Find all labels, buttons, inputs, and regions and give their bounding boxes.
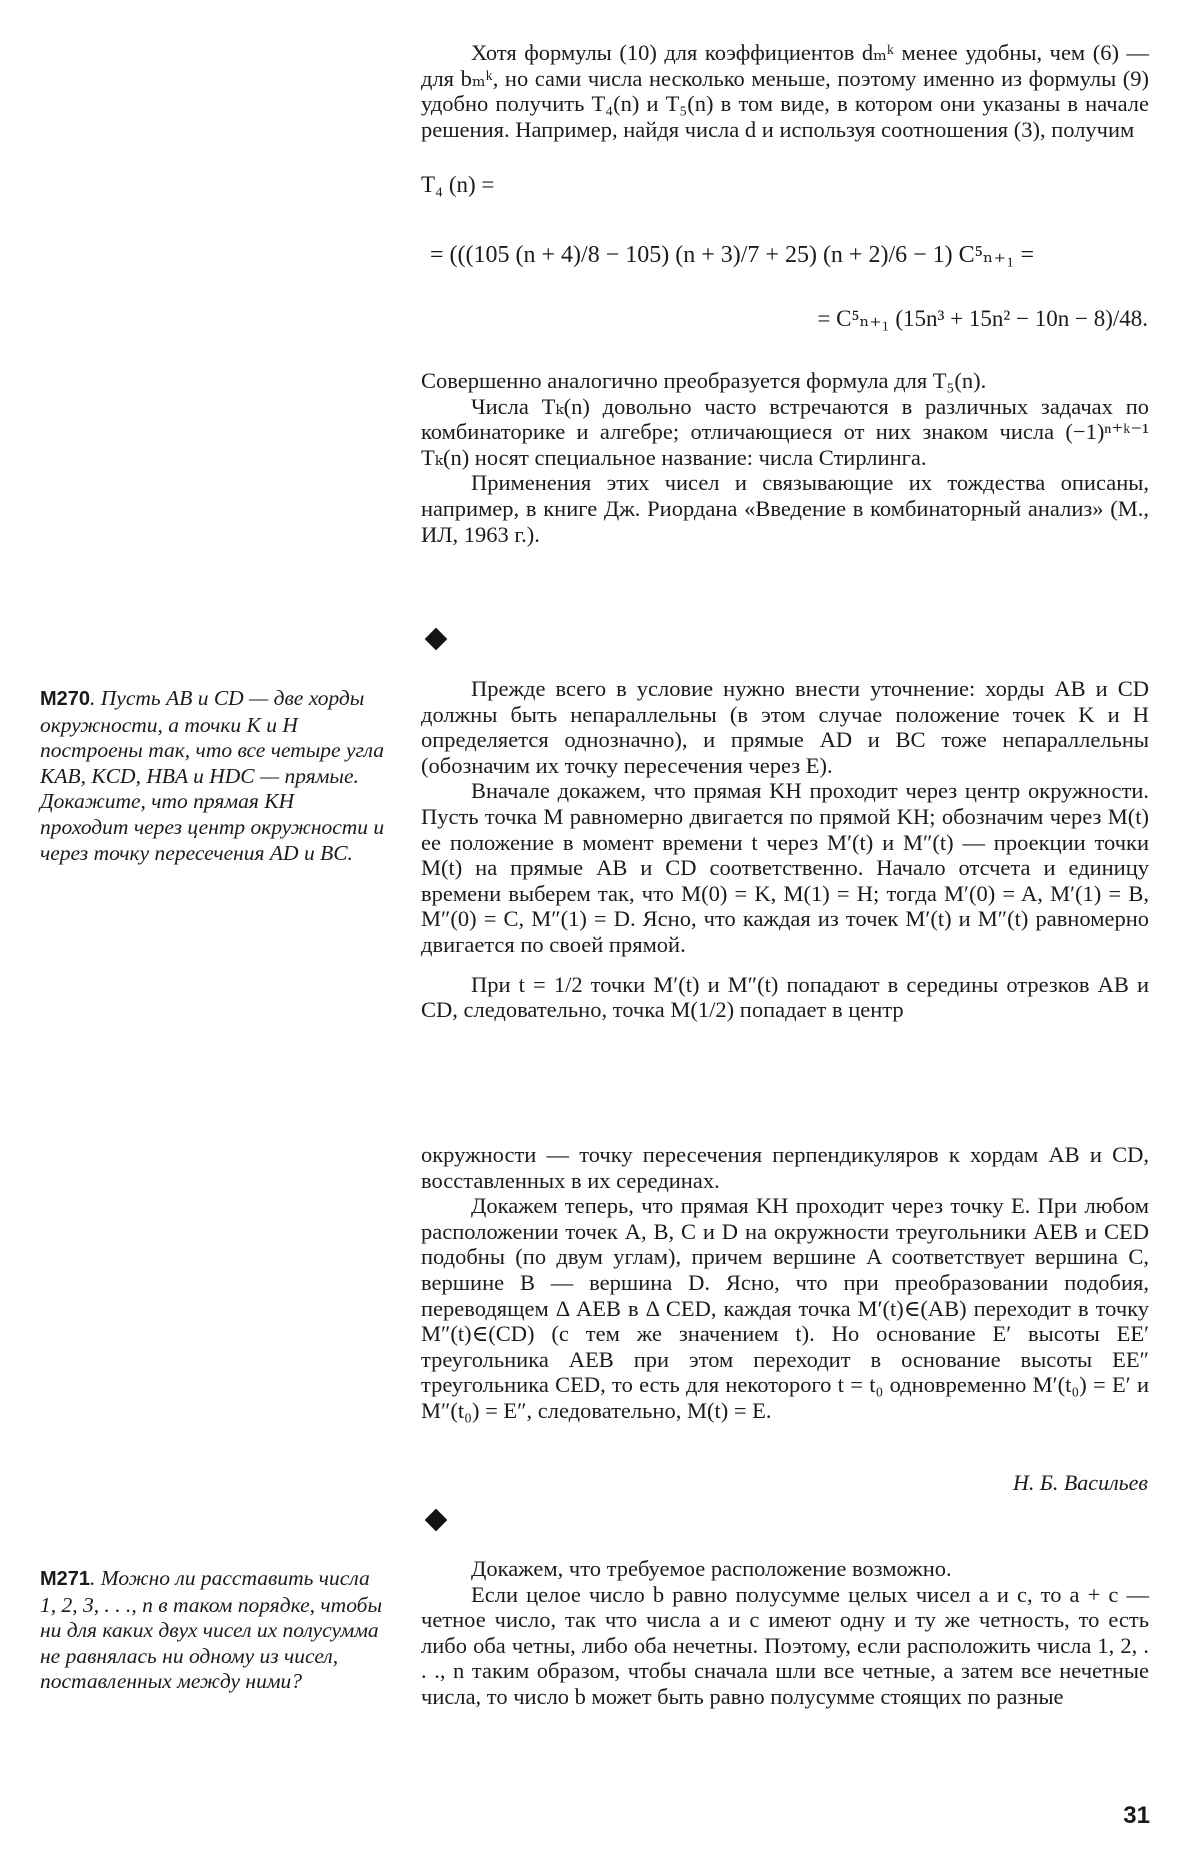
- problem-m270-statement: М270. Пусть AB и CD — две хорды окружности, а точки K и H построены так, что все четыре угла KAB, KCD, HBA и HDC — прямые. Докажите, что прямая KH проходит через центр окружности и через точку пересечения AD и BC.: [40, 686, 385, 865]
- formula-line-2: = (((105 (n + 4)/8 − 105) (n + 3)/7 + 25) (n + 2)/6 − 1) C⁵ₙ₊₁ =: [430, 242, 1034, 268]
- solution-m271-p1: Докажем, что требуемое расположение возможно.: [471, 1556, 952, 1581]
- formula-line-3: = C⁵ₙ₊₁ (15n³ + 15n² − 10n − 8)/48.: [817, 306, 1148, 331]
- problem-number-m270: М270: [40, 688, 91, 710]
- solution-m270-p1: Прежде всего в условие нужно внести уточнение: хорды AB и CD должны быть непараллельны (в этом случае положение точек K и H определяется однозначно), и прямые AD и BC тоже непараллельны (обозначим их точку пересечения через E).: [421, 676, 1149, 778]
- intro-block: [421, 40, 1149, 142]
- solution-m270-p2: Вначале докажем, что прямая KH проходит через центр окружности. Пусть точка M равномерно двигается по прямой KH; обозначим через M(t) ее положение в момент времени t через M′(t) и M″(t) — проекции точки M(t) на прямые AB и CD соответственно. Начало отсчета и единицу времени выберем так, что M(0) = K, M(1) = H; тогда M′(0) = A, M′(1) = B, M″(0) = C, M″(1) = D. Ясно, что каждая из точек M′(t) и M″(t) равномерно двигается по своей прямой.: [421, 778, 1149, 957]
- solution-m270-part1: [421, 676, 1149, 1023]
- formula-line-1: T₄ (n) =: [421, 172, 495, 197]
- author-signature: Н. Б. Васильев: [1013, 1470, 1148, 1495]
- section-divider-diamond: [425, 628, 448, 651]
- section-divider-diamond: [425, 1509, 448, 1532]
- page-number: 31: [1123, 1802, 1150, 1829]
- solution-m270-p3a: При t = 1/2 точки M′(t) и M″(t) попадают в середины отрезков AB и CD, следовательно, точка M(1/2) попадает в центр: [421, 971, 1149, 1023]
- solution-m271-p2: Если целое число b равно полусумме целых чисел a и c, то a + c — четное число, так что числа a и c имеют одну и ту же четность, то есть либо оба четны, либо оба нечетны. Поэтому, если расположить числа 1, 2, . . ., n таким образом, чтобы сначала шли все четные, а затем все нечетные числа, то число b может быть равно полусумме стоящих по разные: [421, 1581, 1149, 1709]
- intro-paragraph: Хотя формулы (10) для коэффициентов dₘᵏ менее удобны, чем (6) — для bₘᵏ, но сами числа несколько меньше, поэтому именно из формулы (9) удобно получить T₄(n) и T₅(n) в том виде, в котором они указаны в начале решения. Например, найдя числа d и используя соотношения (3), получим: [421, 40, 1149, 142]
- paragraph-stirling: Числа Tₖ(n) довольно часто встречаются в различных задачах по комбинаторике и алгебре; отличающиеся от них знаком числа (−1)ⁿ⁺ᵏ⁻¹ Tₖ(n) носят специальное название: числа Стирлинга.: [421, 393, 1149, 470]
- paragraph-t5: Совершенно аналогично преобразуется формула для T₅(n).: [421, 368, 987, 393]
- solution-m271: [421, 1556, 1149, 1710]
- problem-m271-statement: М271. Можно ли расставить числа 1, 2, 3, . . ., n в таком порядке, чтобы ни для каких двух чисел их полусумма не равнялась ни одному из чисел, поставленных между ними?: [40, 1566, 383, 1694]
- solution-m270-part2: [421, 1142, 1149, 1424]
- solution-m270-p3b: окружности — точку пересечения перпендикуляров к хордам AB и CD, восставленных в их серединах.: [421, 1142, 1149, 1193]
- problem-number-m271: М271: [40, 1568, 91, 1590]
- problem-text-m271: Можно ли расставить числа 1, 2, 3, . . ., n в таком порядке, чтобы ни для каких двух чисел их полусумма не равнялась ни одному из чисел, поставленных между ними?: [40, 1566, 383, 1694]
- paragraph-riordan: Применения этих чисел и связывающие их тождества описаны, например, в книге Дж. Риордана «Введение в комбинаторный анализ» (М., ИЛ, 1963 г.).: [421, 470, 1149, 547]
- problem-text-m270: Пусть AB и CD — две хорды окружности, а точки K и H построены так, что все четыре угла KAB, KCD, HBA и HDC — прямые. Докажите, что прямая KH проходит через центр окружности и через точку пересечения AD и BC.: [40, 686, 385, 865]
- solution-m270-p4: Докажем теперь, что прямая KH проходит через точку E. При любом расположении точек A, B, C и D на окружности треугольники AEB и CED подобны (по двум углам), причем вершине A соответствует вершина C, вершине B — вершина D. Ясно, что при преобразовании подобия, переводящем Δ AEB в Δ CED, каждая точка M′(t)∈(AB) переходит в точку M″(t)∈(CD) (с тем же значением t). Но основание E′ высоты EE′ треугольника AEB при этом переходит в основание высоты EE″ треугольника CED, то есть для некоторого t = t₀ одновременно M′(t₀) = E′ и M″(t₀) = E″, следовательно, M(t) = E.: [421, 1193, 1149, 1423]
- stirling-block: [421, 368, 1149, 547]
